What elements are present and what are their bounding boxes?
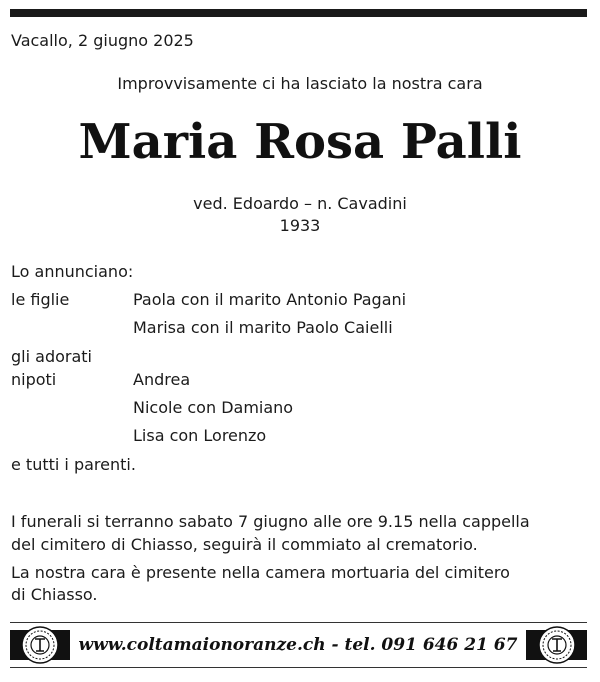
coltamai-logo-icon <box>538 626 576 664</box>
daughter-entry: Paola con il marito Antonio Pagani <box>133 290 407 309</box>
deceased-name: Maria Rosa Palli <box>78 114 522 170</box>
grandchildren-label: gli adorati <box>11 347 92 366</box>
announcers-heading: Lo annunciano: <box>11 262 134 281</box>
deceased-details: ved. Edoardo – n. Cavadini <box>193 194 407 213</box>
daughter-entry: Marisa con il marito Paolo Caielli <box>133 318 393 337</box>
funeral-line: del cimitero di Chiasso, seguirà il commiato al crematorio. <box>11 535 478 554</box>
deceased-year: 1933 <box>279 216 321 235</box>
intro-text: Improvvisamente ci ha lasciato la nostra cara <box>117 74 483 93</box>
grandchild-entry: Lisa con Lorenzo <box>133 426 267 445</box>
footer-banner <box>10 622 587 668</box>
coltamai-logo-icon <box>21 626 59 664</box>
place-date: Vacallo, 2 giugno 2025 <box>11 31 194 50</box>
grandchild-entry: Nicole con Damiano <box>133 398 294 417</box>
daughters-label: le figlie <box>11 290 70 309</box>
top-rule <box>10 9 587 17</box>
grandchild-entry: Andrea <box>133 370 191 389</box>
footer-rule-top <box>10 622 587 623</box>
closing-text: e tutti i parenti. <box>11 455 136 474</box>
funeral-line: I funerali si terranno sabato 7 giugno alle ore 9.15 nella cappella <box>11 512 530 531</box>
viewing-line: di Chiasso. <box>11 585 98 604</box>
grandchildren-label: nipoti <box>11 370 57 389</box>
footer-contact: www.coltamaionoranze.ch - tel. 091 646 21 67 <box>70 630 526 660</box>
viewing-line: La nostra cara è presente nella camera mortuaria del cimitero <box>11 563 510 582</box>
footer-rule-bottom <box>10 667 587 668</box>
